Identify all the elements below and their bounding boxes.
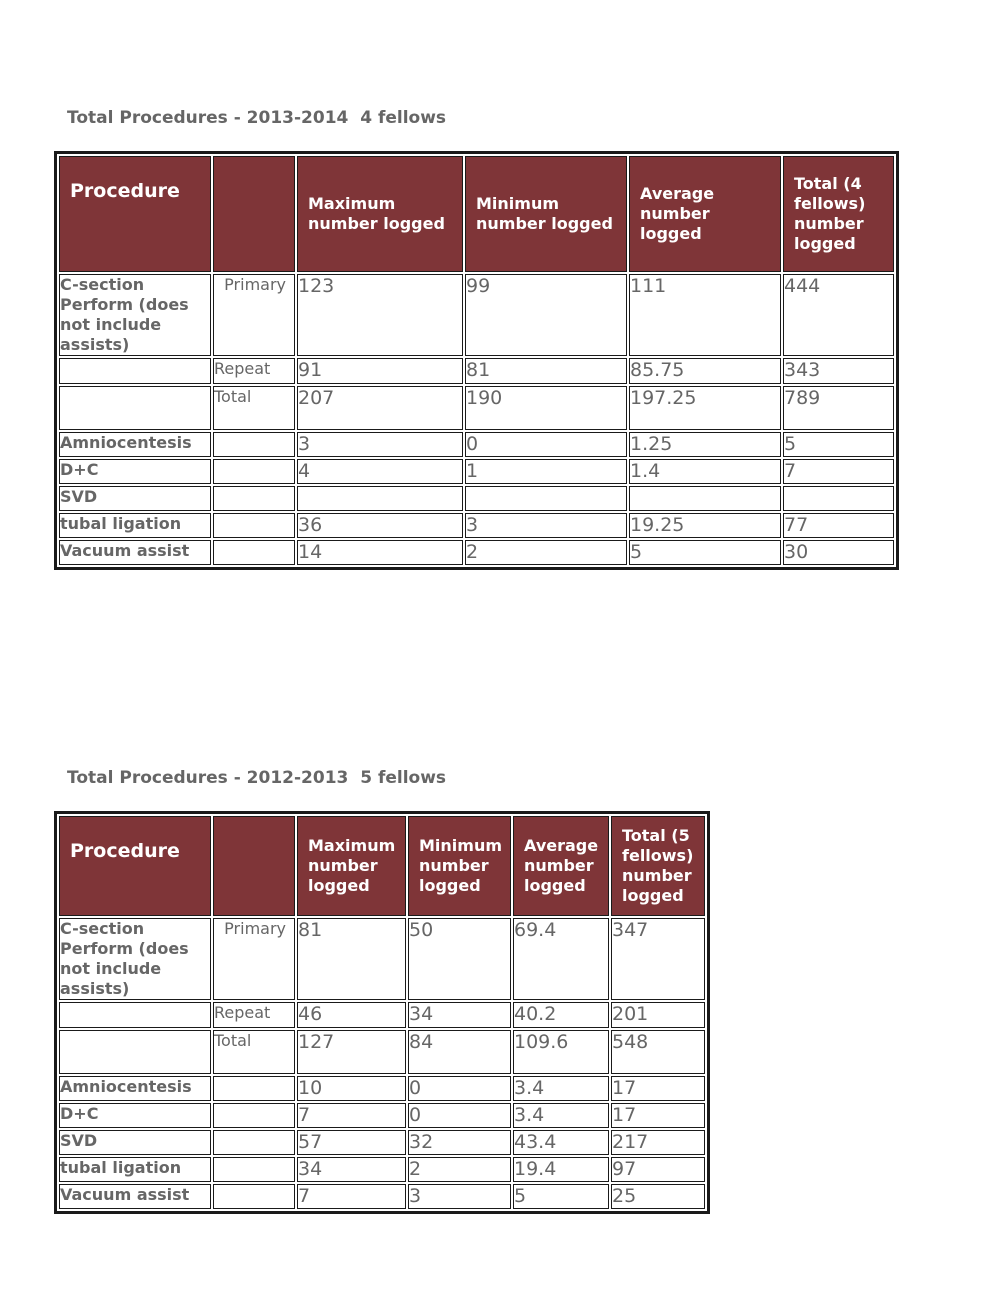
cell-min: 34 bbox=[408, 1002, 511, 1028]
cell-avg bbox=[629, 486, 781, 511]
cell-max: 14 bbox=[297, 540, 463, 565]
cell-avg: 1.25 bbox=[629, 432, 781, 457]
sub-label-empty bbox=[213, 1130, 295, 1155]
cell-max: 34 bbox=[297, 1157, 406, 1182]
cell-avg: 197.25 bbox=[629, 386, 781, 430]
sub-label-primary: Primary bbox=[213, 918, 295, 1000]
table-row bbox=[59, 459, 894, 484]
row-label: tubal ligation bbox=[59, 513, 211, 538]
header-average: Average number logged bbox=[513, 816, 609, 916]
cell-max: 57 bbox=[297, 1130, 406, 1155]
sub-label-primary: Primary bbox=[213, 274, 295, 356]
cell-avg: 111 bbox=[629, 274, 781, 356]
cell-min: 0 bbox=[408, 1103, 511, 1128]
sub-label-empty bbox=[213, 1157, 295, 1182]
row-label: Vacuum assist bbox=[59, 1184, 211, 1209]
header-maximum: Maximum number logged bbox=[297, 816, 406, 916]
cell-avg: 43.4 bbox=[513, 1130, 609, 1155]
header-row bbox=[59, 156, 894, 272]
row-label-csection: C-section Perform (does not include assists) bbox=[59, 274, 211, 356]
sub-label-empty bbox=[213, 1103, 295, 1128]
cell-total: 17 bbox=[611, 1103, 705, 1128]
cell-avg: 3.4 bbox=[513, 1103, 609, 1128]
cell-min: 3 bbox=[465, 513, 627, 538]
cell-min: 84 bbox=[408, 1030, 511, 1074]
cell-total: 789 bbox=[783, 386, 894, 430]
header-maximum: Maximum number logged bbox=[297, 156, 463, 272]
cell-min: 0 bbox=[465, 432, 627, 457]
cell-avg: 3.4 bbox=[513, 1076, 609, 1101]
table-row bbox=[59, 1130, 705, 1155]
header-minimum: Minimum number logged bbox=[465, 156, 627, 272]
table-row bbox=[59, 358, 894, 384]
cell-total bbox=[783, 486, 894, 511]
header-blank bbox=[213, 156, 295, 272]
sub-label-repeat: Repeat bbox=[213, 1002, 295, 1028]
cell-total: 7 bbox=[783, 459, 894, 484]
cell-max: 3 bbox=[297, 432, 463, 457]
cell-avg: 5 bbox=[629, 540, 781, 565]
cell-avg: 109.6 bbox=[513, 1030, 609, 1074]
cell-max bbox=[297, 486, 463, 511]
cell-min: 0 bbox=[408, 1076, 511, 1101]
header-average: Average number logged bbox=[629, 156, 781, 272]
sub-label-empty bbox=[213, 432, 295, 457]
cell-min: 32 bbox=[408, 1130, 511, 1155]
sub-label-total: Total bbox=[213, 386, 295, 430]
row-label: Vacuum assist bbox=[59, 540, 211, 565]
cell-total: 5 bbox=[783, 432, 894, 457]
cell-max: 4 bbox=[297, 459, 463, 484]
sub-label-empty bbox=[213, 540, 295, 565]
sub-label-empty bbox=[213, 1184, 295, 1209]
cell-min: 1 bbox=[465, 459, 627, 484]
cell-max: 207 bbox=[297, 386, 463, 430]
cell-min bbox=[465, 486, 627, 511]
row-label: Amniocentesis bbox=[59, 1076, 211, 1101]
row-label: D+C bbox=[59, 459, 211, 484]
cell-total: 347 bbox=[611, 918, 705, 1000]
cell-min: 2 bbox=[408, 1157, 511, 1182]
cell-total: 77 bbox=[783, 513, 894, 538]
cell-min: 99 bbox=[465, 274, 627, 356]
row-label: D+C bbox=[59, 1103, 211, 1128]
cell-max: 36 bbox=[297, 513, 463, 538]
cell-max: 7 bbox=[297, 1184, 406, 1209]
row-label-empty bbox=[59, 358, 211, 384]
header-minimum: Minimum number logged bbox=[408, 816, 511, 916]
cell-total: 548 bbox=[611, 1030, 705, 1074]
table-row bbox=[59, 1184, 705, 1209]
row-label-empty bbox=[59, 386, 211, 430]
row-label: Amniocentesis bbox=[59, 432, 211, 457]
table-row bbox=[59, 432, 894, 457]
table-row bbox=[59, 540, 894, 565]
row-label-empty bbox=[59, 1002, 211, 1028]
header-procedure: Procedure bbox=[59, 816, 211, 916]
header-total: Total (5 fellows) number logged bbox=[611, 816, 705, 916]
table-row bbox=[59, 386, 894, 430]
row-label-csection: C-section Perform (does not include assists) bbox=[59, 918, 211, 1000]
cell-max: 46 bbox=[297, 1002, 406, 1028]
cell-min: 2 bbox=[465, 540, 627, 565]
sub-label-empty bbox=[213, 486, 295, 511]
sub-label-empty bbox=[213, 513, 295, 538]
cell-avg: 19.25 bbox=[629, 513, 781, 538]
cell-max: 123 bbox=[297, 274, 463, 356]
row-label: tubal ligation bbox=[59, 1157, 211, 1182]
sub-label-total: Total bbox=[213, 1030, 295, 1074]
table-row bbox=[59, 1103, 705, 1128]
row-label-empty bbox=[59, 1030, 211, 1074]
cell-max: 7 bbox=[297, 1103, 406, 1128]
cell-avg: 85.75 bbox=[629, 358, 781, 384]
cell-min: 50 bbox=[408, 918, 511, 1000]
cell-max: 81 bbox=[297, 918, 406, 1000]
cell-total: 201 bbox=[611, 1002, 705, 1028]
header-total: Total (4 fellows) number logged bbox=[783, 156, 894, 272]
cell-avg: 69.4 bbox=[513, 918, 609, 1000]
procedures-table-2013-2014 bbox=[54, 151, 899, 570]
sub-label-empty bbox=[213, 1076, 295, 1101]
header-row bbox=[59, 816, 705, 916]
row-label: SVD bbox=[59, 486, 211, 511]
header-blank bbox=[213, 816, 295, 916]
table-row bbox=[59, 1157, 705, 1182]
sub-label-empty bbox=[213, 459, 295, 484]
table-row bbox=[59, 486, 894, 511]
row-label: SVD bbox=[59, 1130, 211, 1155]
cell-min: 3 bbox=[408, 1184, 511, 1209]
cell-total: 17 bbox=[611, 1076, 705, 1101]
table-row bbox=[59, 1030, 705, 1074]
cell-max: 127 bbox=[297, 1030, 406, 1074]
cell-total: 25 bbox=[611, 1184, 705, 1209]
cell-max: 10 bbox=[297, 1076, 406, 1101]
table-row bbox=[59, 274, 894, 356]
cell-total: 97 bbox=[611, 1157, 705, 1182]
cell-avg: 5 bbox=[513, 1184, 609, 1209]
cell-total: 343 bbox=[783, 358, 894, 384]
cell-total: 30 bbox=[783, 540, 894, 565]
cell-min: 190 bbox=[465, 386, 627, 430]
cell-avg: 40.2 bbox=[513, 1002, 609, 1028]
header-procedure: Procedure bbox=[59, 156, 211, 272]
table-title-2013-2014: Total Procedures - 2013-2014 4 fellows bbox=[67, 108, 447, 128]
cell-min: 81 bbox=[465, 358, 627, 384]
cell-max: 91 bbox=[297, 358, 463, 384]
table-row bbox=[59, 1002, 705, 1028]
table-title-2012-2013: Total Procedures - 2012-2013 5 fellows bbox=[67, 768, 447, 788]
table-row bbox=[59, 1076, 705, 1101]
cell-avg: 1.4 bbox=[629, 459, 781, 484]
cell-total: 444 bbox=[783, 274, 894, 356]
sub-label-repeat: Repeat bbox=[213, 358, 295, 384]
cell-total: 217 bbox=[611, 1130, 705, 1155]
procedures-table-2012-2013 bbox=[54, 811, 710, 1214]
cell-avg: 19.4 bbox=[513, 1157, 609, 1182]
table-row bbox=[59, 513, 894, 538]
table-row bbox=[59, 918, 705, 1000]
